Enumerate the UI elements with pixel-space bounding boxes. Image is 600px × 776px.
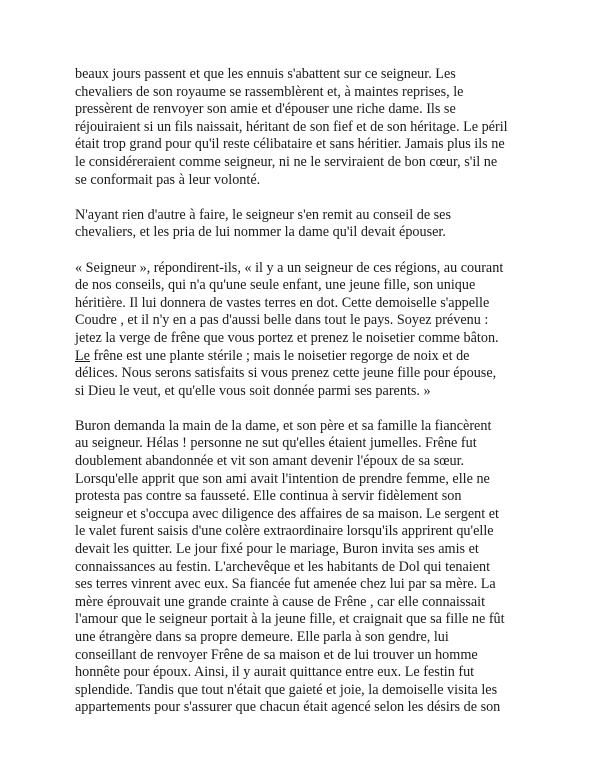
text-line: le valet furent saisis d'une colère extraordinaire lorsqu'ils apprirent qu'elle — [75, 523, 494, 540]
text-line: Lorsqu'elle apprit que son ami avait l'intention de prendre femme, elle ne — [75, 470, 490, 487]
paragraph-4 — [75, 418, 535, 717]
text-line-rest: frêne est une plante stérile ; mais le noisetier regorge de noix et de — [93, 347, 470, 364]
underlined-word: Le — [75, 347, 90, 364]
text-line: si Dieu le veut, et qu'elle vous soit donnée parmi ses parents. » — [75, 382, 431, 399]
text-line: beaux jours passent et que les ennuis s'abattent sur ce seigneur. Les — [75, 66, 456, 82]
text-line: honnête pour époux. Ainsi, il y aurait quittance entre eux. Le festin fut — [75, 664, 475, 681]
text-line: seigneur et s'occupa avec diligence des affaires de sa maison. Le sergent et — [75, 505, 499, 522]
text-line: au seigneur. Hélas ! personne ne sut qu'elles étaient jumelles. Frêne fut — [75, 435, 477, 452]
text-line: Buron demanda la main de la dame, et son père et sa famille la fiancèrent — [75, 417, 492, 434]
text-line: appartements pour s'assurer que chacun était agencé selon les désirs de son — [75, 699, 501, 716]
text-line: ses terres vinrent avec eux. Sa fiancée fut amenée chez lui par sa mère. La — [75, 576, 496, 593]
text-line: devait les quitter. Le jour fixé pour le mariage, Buron invita ses amis et — [75, 541, 479, 558]
text-line: mère éprouvait une grande crainte à cause de Frêne , car elle connaissait — [75, 593, 486, 610]
text-line: pressèrent de renvoyer son amie et d'épouser une riche dame. Ils se — [75, 101, 456, 118]
text-line: protesta pas contre sa fausseté. Elle continua à servir fidèlement son — [75, 488, 462, 505]
paragraph-3 — [75, 260, 535, 401]
text-line: l'amour que le seigneur portait à la jeune fille, et craignait que sa fille ne fût — [75, 611, 505, 628]
text-line: doublement abandonnée et vit son amant devenir l'époux de sa sœur. — [75, 453, 465, 470]
text-line: de nos conseils, qui n'a qu'une seule enfant, une jeune fille, son unique — [75, 277, 476, 294]
text-line: connaissances au festin. L'archevêque et les habitants de Dol qui tenaient — [75, 558, 491, 575]
text-line — [75, 348, 535, 366]
text-line: délices. Nous serons satisfaits si vous prenez cette jeune fille pour épouse, — [75, 365, 497, 382]
text-line: le considéreraient comme seigneur, ni ne le serviraient de bon cœur, s'il ne — [75, 153, 498, 170]
text-line: N'ayant rien d'autre à faire, le seigneur s'en remit au conseil de ses — [75, 206, 451, 223]
text-line: conseillant de renvoyer Frêne de sa maison et de lui trouver un homme — [75, 646, 478, 663]
text-line: réjouiraient si un fils naissait, héritant de son fief et de son héritage. Le péril — [75, 118, 508, 135]
text-line: Coudre , et il n'y en a pas d'aussi belle dans tout le pays. Soyez prévenu : — [75, 312, 489, 329]
text-line: héritière. Il lui donnera de vastes terres en dot. Cette demoiselle s'appelle — [75, 294, 490, 311]
body-text — [75, 66, 535, 735]
text-line: splendide. Tandis que tout n'était que gaieté et joie, la demoiselle visita les — [75, 681, 498, 698]
text-line: jetez la verge de frêne que vous portez et prenez le noisetier comme bâton. — [75, 329, 499, 346]
text-line: une étrangère dans sa propre demeure. Elle parla à son gendre, lui — [75, 629, 449, 645]
text-line: se conformait pas à leur volonté. — [75, 171, 261, 188]
paragraph-2 — [75, 207, 535, 242]
text-line: chevaliers, et les pria de lui nommer la dame qu'il devait épouser. — [75, 224, 446, 241]
text-line: était trop grand pour qu'il reste célibataire et sans héritier. Jamais plus ils ne — [75, 136, 505, 153]
text-line: chevaliers de son royaume se rassemblèrent et, à maintes reprises, le — [75, 83, 464, 100]
paragraph-1 — [75, 66, 535, 189]
text-line: « Seigneur », répondirent-ils, « il y a un seigneur de ces régions, au courant — [75, 259, 504, 276]
